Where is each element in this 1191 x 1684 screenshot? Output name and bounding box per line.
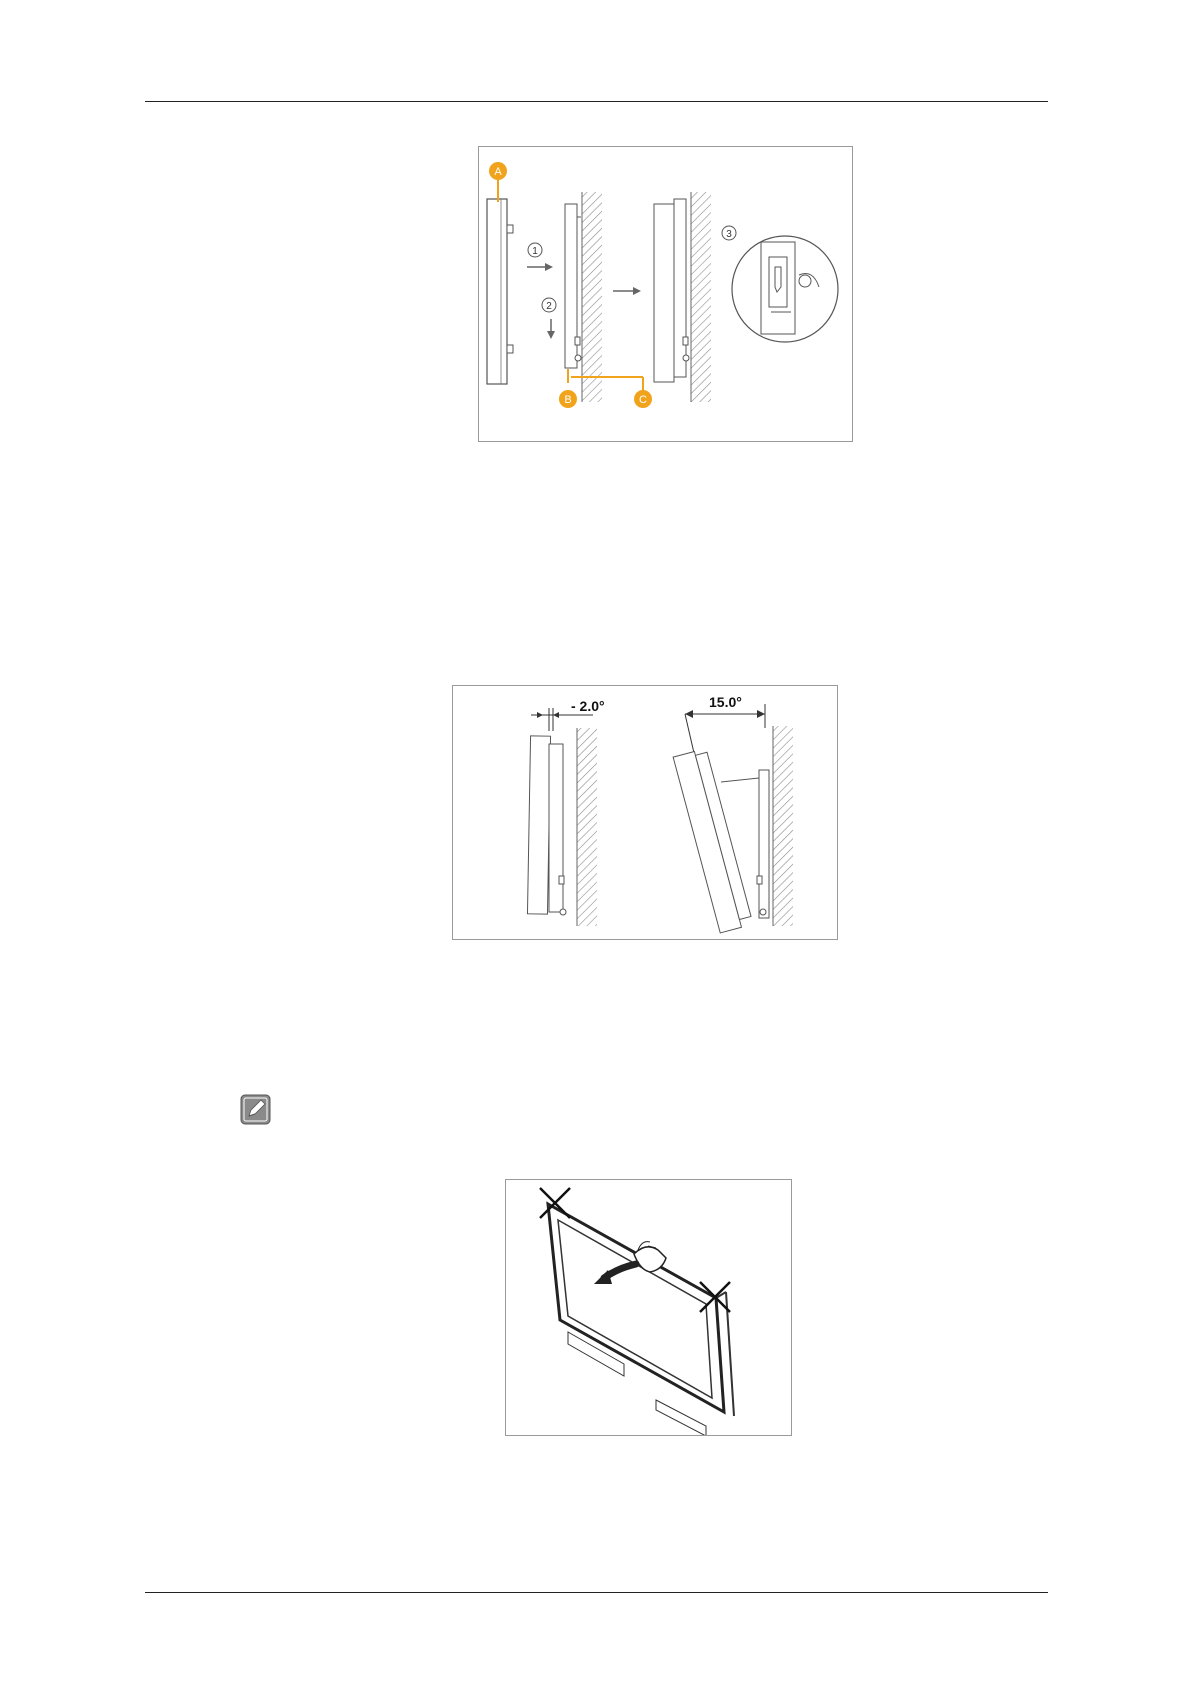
detail-magnifier <box>732 236 838 342</box>
panel-mounted <box>654 199 689 382</box>
wall-hatch <box>582 192 602 402</box>
svg-text:C: C <box>639 394 647 406</box>
angle-label-15: 15.0° <box>709 694 742 710</box>
figure-do-not-pull <box>505 1179 792 1436</box>
step-3-marker <box>722 226 736 240</box>
wall-hatch <box>577 728 597 926</box>
svg-text:3: 3 <box>726 229 732 240</box>
tilt-angles-drawing <box>453 686 837 939</box>
figure-tilt-angles <box>452 685 838 940</box>
footer-rule <box>145 1592 1048 1593</box>
angle-label-minus-2: - 2.0° <box>571 698 605 714</box>
svg-text:1: 1 <box>532 246 538 257</box>
step-2-marker <box>542 298 556 312</box>
wall-mount-steps-drawing <box>479 147 852 441</box>
svg-text:A: A <box>494 166 502 178</box>
header-rule <box>145 101 1048 102</box>
callout-c <box>634 390 652 408</box>
panel-tilted-15 <box>673 748 769 933</box>
wall-hatch <box>691 192 711 402</box>
panel-on-wall <box>565 204 581 368</box>
pencil-note-icon <box>240 1094 271 1125</box>
wall-hatch <box>773 726 793 926</box>
callout-b <box>559 390 577 408</box>
step-1-marker <box>528 243 542 257</box>
do-not-pull-drawing <box>506 1180 791 1435</box>
svg-text:2: 2 <box>546 301 552 312</box>
panel-detached <box>487 199 513 384</box>
panel-tilted-minus-2 <box>527 736 566 915</box>
callout-a <box>489 162 507 180</box>
svg-text:B: B <box>564 394 572 406</box>
figure-wall-mount-steps <box>478 146 853 442</box>
monitor-front <box>548 1204 734 1435</box>
